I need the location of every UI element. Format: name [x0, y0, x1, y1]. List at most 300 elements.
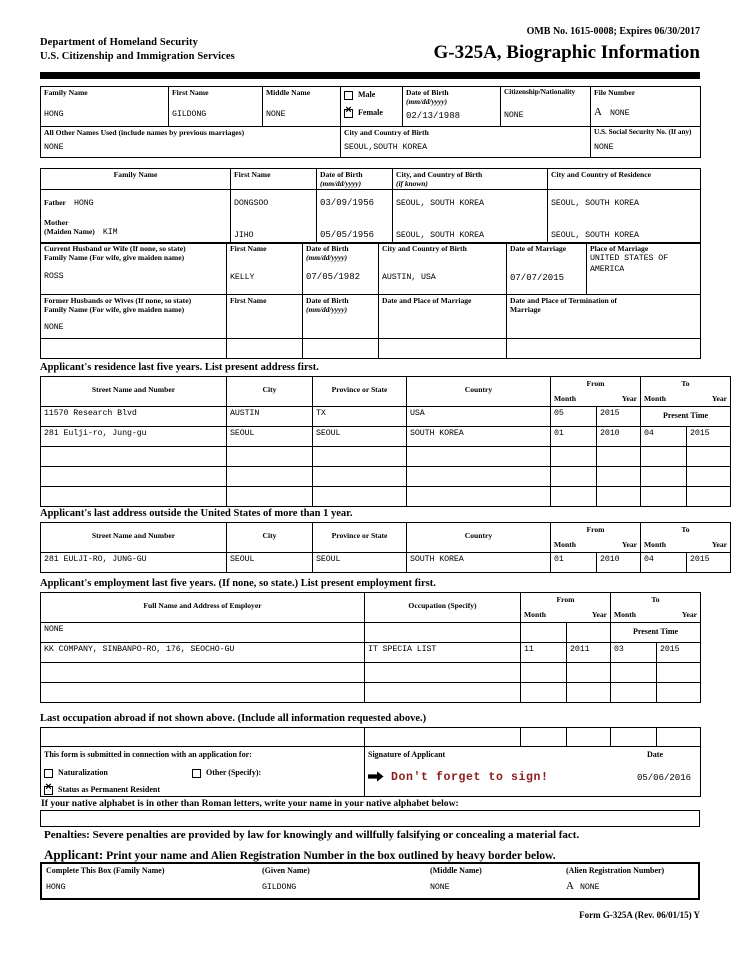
- cell-residence-street[interactable]: [41, 467, 227, 487]
- cell-employment-from-year[interactable]: [567, 643, 611, 663]
- label-parent-dob: Date of Birth: [320, 170, 363, 179]
- table-row: [41, 217, 701, 244]
- cell-submission-options: [41, 747, 365, 797]
- cell-residence-province-value: SEOUL: [316, 429, 341, 438]
- cell-residence-from-month-value: 01: [554, 429, 564, 438]
- value-date-of-birth: 02/13/1988: [406, 111, 461, 121]
- cell-residence-from-year[interactable]: [597, 447, 641, 467]
- cell-lastaddr-street[interactable]: [41, 553, 227, 573]
- label-mother-maiden: (Maiden Name): [44, 226, 95, 236]
- cell-employment-from-month[interactable]: [521, 683, 567, 703]
- form-title: G-325A, Biographic Information: [433, 42, 700, 63]
- label-parent-dob-format: (mm/dd/yyyy): [320, 179, 362, 188]
- complete-this-box[interactable]: [40, 862, 700, 900]
- cell-employment-from-month[interactable]: [521, 663, 567, 683]
- label-male: Male: [358, 90, 376, 99]
- cell-mother-dob[interactable]: [317, 217, 393, 244]
- checkbox-other[interactable]: [192, 769, 201, 778]
- cell-employment-to-month[interactable]: [611, 683, 657, 703]
- label-signature: Signature of Applicant: [368, 750, 446, 759]
- label-parent-birthplace: City, and Country of Birth: [396, 170, 483, 179]
- header-employer: Full Name and Address of Employer: [41, 593, 365, 623]
- cell-residence-province-value: TX: [316, 409, 326, 418]
- table-row: [41, 87, 701, 127]
- agency-name: [40, 36, 235, 64]
- cell-former-empty-3[interactable]: [303, 339, 379, 359]
- cell-employer-value: NONE: [44, 625, 64, 634]
- table-row: [41, 407, 731, 427]
- cell-lastaddr-from-year[interactable]: [597, 553, 641, 573]
- cell-employment-to-month[interactable]: [611, 663, 657, 683]
- cell-employment-from-month[interactable]: [521, 643, 567, 663]
- label-permanent-resident: Status as Permanent Resident: [58, 785, 160, 794]
- cell-residence-street[interactable]: [41, 407, 227, 427]
- cell-mother-family-name[interactable]: [41, 217, 231, 244]
- sex-male-option[interactable]: [344, 90, 399, 100]
- header-lastaddr-from: From Month Year: [551, 523, 641, 553]
- label-to-month: Month: [644, 394, 666, 403]
- label-female: Female: [358, 108, 383, 117]
- table-row: [41, 169, 701, 190]
- header-residence-street: Street Name and Number: [41, 377, 227, 407]
- label-former-dob: Date of Birth: [306, 296, 349, 305]
- label-complete-family-name: Complete This Box (Family Name): [46, 866, 165, 875]
- label-signature-date: Date: [647, 750, 663, 759]
- value-complete-family-name: HONG: [46, 883, 66, 892]
- header-parent-residence: [548, 169, 701, 190]
- option-permanent-resident[interactable]: [44, 785, 361, 795]
- cell-lastaddr-to-month[interactable]: [641, 553, 687, 573]
- cell-occupation[interactable]: [365, 683, 521, 703]
- cell-employment-to-year[interactable]: [657, 683, 701, 703]
- header-occupation: Occupation (Specify): [365, 593, 521, 623]
- cell-other-names[interactable]: [41, 127, 341, 158]
- checkbox-female[interactable]: [344, 109, 353, 118]
- cell-employer-value: KK COMPANY, SINBANPO-RO, 176, SEOCHO-GU: [44, 645, 235, 654]
- agency-line-2: U.S. Citizenship and Immigration Services: [40, 51, 235, 62]
- cell-citizenship[interactable]: [501, 87, 591, 127]
- cell-residence-city[interactable]: [227, 467, 313, 487]
- value-citizenship: NONE: [504, 111, 524, 120]
- cell-signature[interactable]: [365, 747, 701, 797]
- cell-residence-from-year[interactable]: [597, 427, 641, 447]
- header-parent-family-name: [41, 169, 231, 190]
- label-spouse-dob: Date of Birth: [306, 244, 349, 253]
- cell-last-occupation-4[interactable]: [567, 728, 611, 747]
- value-date-of-marriage: 07/07/2015: [510, 273, 565, 283]
- employment-caption: Applicant's employment last five years. (If none, so state.) List present employment first.: [40, 578, 436, 589]
- label-spouse-birthplace: City and Country of Birth: [382, 244, 467, 253]
- cell-employment-from-month-value: 11: [524, 645, 534, 654]
- cell-father-family-name[interactable]: [41, 190, 231, 217]
- header-lastaddr-city: City: [227, 523, 313, 553]
- cell-residence-city[interactable]: [227, 407, 313, 427]
- cell-employment-to-year-value: 2015: [660, 645, 680, 654]
- cell-employment-to-present[interactable]: [611, 623, 701, 643]
- cell-residence-to-year[interactable]: [687, 487, 731, 507]
- label-city-country-birth: City and Country of Birth: [344, 128, 429, 137]
- label-to-year: Year: [711, 394, 727, 403]
- cell-lastaddr-province[interactable]: [313, 553, 407, 573]
- header-parent-dob: [317, 169, 393, 190]
- label-middle-name: Middle Name: [266, 88, 311, 97]
- cell-residence-country[interactable]: [407, 447, 551, 467]
- former-spouse-table: [40, 294, 701, 359]
- cell-last-occupation-2[interactable]: [365, 728, 521, 747]
- label-complete-alien-number: (Alien Registration Number): [566, 866, 665, 875]
- label-family-name: Family Name: [44, 88, 88, 97]
- cell-ssn[interactable]: [591, 127, 701, 158]
- cell-file-number[interactable]: [591, 87, 701, 127]
- value-father-birthplace: SEOUL, SOUTH KOREA: [396, 199, 484, 208]
- page-header: [40, 26, 700, 66]
- table-row: [41, 467, 731, 487]
- label-other-names: All Other Names Used (include names by previous marriages): [44, 128, 245, 137]
- cell-residence-province[interactable]: [313, 407, 407, 427]
- label-naturalization: Naturalization: [58, 768, 108, 777]
- label-mother: Mother: [44, 217, 69, 227]
- table-row: [41, 593, 701, 623]
- label-other: Other (Specify):: [206, 768, 262, 777]
- arrow-icon: [368, 771, 384, 785]
- cell-employment-to-year[interactable]: [657, 663, 701, 683]
- cell-residence-from-month[interactable]: [551, 487, 597, 507]
- checkbox-naturalization[interactable]: [44, 769, 53, 778]
- label-parent-family-name: Family Name: [113, 170, 158, 179]
- value-father-family-name: HONG: [73, 199, 94, 208]
- cell-residence-to-month[interactable]: [641, 447, 687, 467]
- label-spouse-first-name: First Name: [230, 244, 267, 253]
- cell-occupation-value: IT SPECIA LIST: [368, 645, 437, 654]
- sex-female-option[interactable]: [344, 108, 399, 118]
- cell-residence-country-value: SOUTH KOREA: [410, 429, 464, 438]
- cell-residence-to-year[interactable]: [687, 427, 731, 447]
- cell-native-alphabet[interactable]: [41, 811, 700, 827]
- value-residence-to-present: Present Time: [662, 411, 709, 420]
- current-spouse-table: [40, 242, 701, 295]
- table-row: [41, 295, 701, 339]
- value-complete-alien-number: NONE: [579, 883, 600, 892]
- label-date-of-marriage: Date of Marriage: [510, 244, 567, 253]
- cell-residence-to-month[interactable]: [641, 487, 687, 507]
- cell-mother-first-name[interactable]: [231, 217, 317, 244]
- cell-residence-to-year[interactable]: [687, 467, 731, 487]
- cell-father-dob[interactable]: [317, 190, 393, 217]
- checkbox-permanent-resident[interactable]: [44, 786, 53, 795]
- cell-employment-to-year[interactable]: [657, 643, 701, 663]
- cell-residence-from-month-value: 05: [554, 409, 564, 418]
- table-row: [41, 553, 731, 573]
- cell-residence-street[interactable]: [41, 427, 227, 447]
- header-lastaddr-province: Province or State: [313, 523, 407, 553]
- option-naturalization[interactable]: [44, 768, 192, 778]
- value-middle-name: NONE: [266, 110, 286, 119]
- cell-employment-from-year-value: 2011: [570, 645, 590, 654]
- label-former-title-2: Family Name (For wife, give maiden name): [44, 305, 185, 314]
- cell-father-first-name[interactable]: [231, 190, 317, 217]
- cell-spouse-dob[interactable]: [303, 243, 379, 295]
- penalties-text: Penalties: Severe penalties are provided by law for knowingly and willfully falsifying or concealing a material fact.: [44, 829, 580, 841]
- value-file-number: NONE: [609, 109, 630, 118]
- label-former-marriage: Date and Place of Marriage: [382, 296, 472, 305]
- header-parent-birthplace: [393, 169, 548, 190]
- header-residence-province: Province or State: [313, 377, 407, 407]
- cell-date-of-birth[interactable]: [403, 87, 501, 127]
- cell-spouse-birthplace[interactable]: [379, 243, 507, 295]
- identity-table: [40, 86, 701, 158]
- cell-lastaddr-country-value: SOUTH KOREA: [410, 555, 464, 564]
- cell-occupation[interactable]: [365, 623, 521, 643]
- label-date-of-birth-format: (mm/dd/yyyy): [406, 97, 448, 106]
- header-lastaddr-to: To Month Year: [641, 523, 731, 553]
- value-first-name: GILDONG: [172, 110, 207, 119]
- cell-former-marriage[interactable]: [379, 295, 507, 339]
- cell-employment-from-year[interactable]: [567, 683, 611, 703]
- cell-residence-from-year[interactable]: [597, 407, 641, 427]
- cell-occupation[interactable]: [365, 663, 521, 683]
- cell-residence-city-value: SEOUL: [230, 429, 255, 438]
- label-spouse-title-1: Current Husband or Wife (If none, so state): [44, 244, 186, 253]
- cell-city-country-birth[interactable]: [341, 127, 591, 158]
- signature-reminder-text: Don't forget to sign!: [391, 771, 549, 784]
- table-row: [41, 190, 701, 217]
- cell-former-empty-1[interactable]: [41, 339, 227, 359]
- label-former-termination-1: Date and Place of Termination of: [510, 296, 617, 305]
- table-row: [41, 523, 731, 553]
- cell-first-name[interactable]: [169, 87, 263, 127]
- cell-residence-city[interactable]: [227, 447, 313, 467]
- table-row: [41, 243, 701, 295]
- cell-residence-to-month-value: 04: [644, 429, 654, 438]
- form-revision-footer: Form G-325A (Rev. 06/01/15) Y: [579, 910, 700, 920]
- cell-residence-country-value: USA: [410, 409, 425, 418]
- cell-residence-from-year-value: 2010: [600, 429, 620, 438]
- cell-residence-street-value: 281 Eulji-ro, Jung-gu: [44, 429, 147, 438]
- header-parent-first-name: [231, 169, 317, 190]
- cell-mother-birthplace[interactable]: [393, 217, 548, 244]
- label-spouse-title-2: Family Name (For wife, give maiden name): [44, 253, 185, 262]
- cell-residence-to-present[interactable]: [641, 407, 731, 427]
- label-place-of-marriage: Place of Marriage: [590, 244, 649, 253]
- checkbox-male[interactable]: [344, 91, 353, 100]
- label-from-year: Year: [621, 394, 637, 403]
- cell-residence-province[interactable]: [313, 447, 407, 467]
- parents-table: [40, 168, 701, 244]
- header-residence-from: From Month Year: [551, 377, 641, 407]
- applicant-label: Applicant:: [44, 847, 104, 862]
- label-from-month: Month: [554, 394, 576, 403]
- value-father-first-name: DONGSOO: [234, 199, 269, 208]
- cell-residence-from-month[interactable]: [551, 447, 597, 467]
- value-mother-dob: 05/05/1956: [320, 229, 375, 240]
- value-signature-date: 05/06/2016: [636, 773, 691, 783]
- value-other-names: NONE: [44, 143, 64, 152]
- value-father-dob: 03/09/1956: [320, 198, 375, 208]
- cell-employer[interactable]: [41, 683, 365, 703]
- cell-former-dob[interactable]: [303, 295, 379, 339]
- cell-residence-to-month[interactable]: [641, 467, 687, 487]
- value-employment-to-present: Present Time: [632, 627, 679, 636]
- label-first-name: First Name: [172, 88, 209, 97]
- table-row: [41, 623, 701, 643]
- table-row: [41, 663, 701, 683]
- cell-residence-from-month[interactable]: [551, 467, 597, 487]
- cell-residence-to-year-value: 2015: [690, 429, 710, 438]
- cell-residence-country[interactable]: [407, 407, 551, 427]
- label-submission-title: This form is submitted in connection with an application for:: [44, 750, 252, 759]
- cell-employment-from-year[interactable]: [567, 623, 611, 643]
- applicant-instruction: [44, 847, 556, 863]
- cell-residence-province[interactable]: [313, 467, 407, 487]
- label-former-termination-2: Marriage: [510, 305, 541, 314]
- cell-family-name[interactable]: [41, 87, 169, 127]
- cell-employer[interactable]: [41, 643, 365, 663]
- header-residence-country: Country: [407, 377, 551, 407]
- value-family-name: HONG: [44, 110, 64, 119]
- last-occupation-caption: Last occupation abroad if not shown above. (Include all information requested above.): [40, 713, 427, 724]
- cell-occupation[interactable]: [365, 643, 521, 663]
- cell-former-family-name[interactable]: [41, 295, 227, 339]
- value-complete-given-name: GILDONG: [262, 883, 297, 892]
- cell-lastaddr-street-value: 281 EULJI-RO, JUNG-GU: [44, 555, 147, 564]
- value-alien-prefix: A: [566, 880, 574, 892]
- value-place-of-marriage-1: UNITED STATES OF: [590, 254, 669, 263]
- cell-employment-to-month[interactable]: [611, 643, 657, 663]
- cell-former-empty-4[interactable]: [379, 339, 507, 359]
- label-complete-middle-name: (Middle Name): [430, 866, 482, 875]
- cell-last-occupation-6[interactable]: [657, 728, 701, 747]
- label-complete-given-name: (Given Name): [262, 866, 310, 875]
- cell-father-residence[interactable]: [548, 190, 701, 217]
- cell-last-occupation-5[interactable]: [611, 728, 657, 747]
- cell-former-first-name[interactable]: [227, 295, 303, 339]
- cell-former-empty-5[interactable]: [507, 339, 701, 359]
- value-ssn: NONE: [594, 143, 614, 152]
- label-file-number: File Number: [594, 88, 636, 97]
- cell-employer[interactable]: [41, 623, 365, 643]
- cell-former-termination[interactable]: [507, 295, 701, 339]
- cell-lastaddr-from-month-value: 01: [554, 555, 564, 564]
- cell-lastaddr-city[interactable]: [227, 553, 313, 573]
- cell-employer[interactable]: [41, 663, 365, 683]
- cell-lastaddr-to-month-value: 04: [644, 555, 654, 564]
- cell-residence-from-year[interactable]: [597, 487, 641, 507]
- label-parent-residence: City and Country of Residence: [551, 170, 651, 179]
- table-row: [41, 643, 701, 663]
- value-father-residence: SEOUL, SOUTH KOREA: [551, 199, 639, 208]
- cell-residence-country[interactable]: [407, 427, 551, 447]
- cell-mother-residence[interactable]: [548, 217, 701, 244]
- cell-residence-street[interactable]: [41, 487, 227, 507]
- cell-residence-province[interactable]: [313, 487, 407, 507]
- cell-last-occupation-3[interactable]: [521, 728, 567, 747]
- cell-last-occupation[interactable]: [41, 728, 365, 747]
- label-father: Father: [44, 198, 66, 207]
- cell-lastaddr-from-month[interactable]: [551, 553, 597, 573]
- header-divider-bar: [40, 72, 700, 79]
- option-other[interactable]: [192, 768, 261, 778]
- cell-lastaddr-country[interactable]: [407, 553, 551, 573]
- table-row: [41, 747, 701, 797]
- cell-lastaddr-city-value: SEOUL: [230, 555, 255, 564]
- cell-lastaddr-province-value: SEOUL: [316, 555, 341, 564]
- label-date-of-birth: Date of Birth: [406, 88, 449, 97]
- value-city-country-birth: SEOUL,SOUTH KOREA: [344, 143, 427, 152]
- cell-residence-city[interactable]: [227, 487, 313, 507]
- table-row: [41, 377, 731, 407]
- table-row: [41, 127, 701, 158]
- cell-residence-from-year[interactable]: [597, 467, 641, 487]
- cell-sex[interactable]: [341, 87, 403, 127]
- cell-father-birthplace[interactable]: [393, 190, 548, 217]
- omb-number: OMB No. 1615-0008; Expires 06/30/2017: [526, 26, 700, 37]
- cell-place-of-marriage[interactable]: [587, 243, 701, 295]
- header-lastaddr-country: Country: [407, 523, 551, 553]
- cell-residence-country[interactable]: [407, 467, 551, 487]
- applicant-instruction-rest: Print your name and Alien Registration Number in the box outlined by heavy border below.: [103, 850, 556, 862]
- label-spouse-dob-format: (mm/dd/yyyy): [306, 253, 348, 262]
- cell-residence-street[interactable]: [41, 447, 227, 467]
- table-row: [41, 427, 731, 447]
- label-former-dob-format: (mm/dd/yyyy): [306, 305, 348, 314]
- table-row: [41, 487, 731, 507]
- cell-residence-country[interactable]: [407, 487, 551, 507]
- value-spouse-birthplace: AUSTIN, USA: [382, 273, 436, 282]
- file-number-prefix: A: [594, 106, 602, 118]
- value-mother-birthplace: SEOUL, SOUTH KOREA: [396, 230, 484, 240]
- cell-residence-from-month[interactable]: [551, 407, 597, 427]
- value-complete-middle-name: NONE: [430, 883, 450, 892]
- cell-residence-from-month[interactable]: [551, 427, 597, 447]
- cell-employment-to-month-value: 03: [614, 645, 624, 654]
- value-former-family-name: NONE: [44, 323, 64, 332]
- cell-date-of-marriage[interactable]: [507, 243, 587, 295]
- label-ssn: U.S. Social Security No. (If any): [594, 128, 692, 136]
- value-mother-first-name: JIHO: [234, 230, 254, 240]
- header-residence-city: City: [227, 377, 313, 407]
- last-occupation-table: [40, 727, 701, 747]
- native-alphabet-note: If your native alphabet is in other than Roman letters, write your name in your native alphabet below:: [41, 798, 459, 809]
- table-row: [41, 811, 700, 827]
- header-residence-to: To Month Year: [641, 377, 731, 407]
- cell-residence-to-month[interactable]: [641, 427, 687, 447]
- cell-residence-to-year[interactable]: [687, 447, 731, 467]
- value-spouse-first-name: KELLY: [230, 273, 255, 282]
- cell-employment-from-month[interactable]: [521, 623, 567, 643]
- cell-lastaddr-to-year[interactable]: [687, 553, 731, 573]
- cell-spouse-first-name[interactable]: [227, 243, 303, 295]
- residence-caption: Applicant's residence last five years. List present address first.: [40, 362, 319, 373]
- cell-employment-from-year[interactable]: [567, 663, 611, 683]
- header-employment-to: To Month Year: [611, 593, 701, 623]
- residence-table: [40, 376, 731, 507]
- cell-residence-province[interactable]: [313, 427, 407, 447]
- cell-residence-city-value: AUSTIN: [230, 409, 260, 418]
- cell-middle-name[interactable]: [263, 87, 341, 127]
- native-alphabet-table: [40, 810, 700, 827]
- header-employment-from: From Month Year: [521, 593, 611, 623]
- value-mother-family-name: KIM: [102, 227, 118, 237]
- cell-lastaddr-from-year-value: 2010: [600, 555, 620, 564]
- label-former-title-1: Former Husbands or Wives (If none, so state): [44, 296, 192, 305]
- cell-residence-city[interactable]: [227, 427, 313, 447]
- cell-spouse-family-name[interactable]: [41, 243, 227, 295]
- value-spouse-family-name: ROSS: [44, 272, 64, 281]
- cell-former-empty-2[interactable]: [227, 339, 303, 359]
- cell-lastaddr-to-year-value: 2015: [690, 555, 710, 564]
- header-lastaddr-street: Street Name and Number: [41, 523, 227, 553]
- table-row: [41, 339, 701, 359]
